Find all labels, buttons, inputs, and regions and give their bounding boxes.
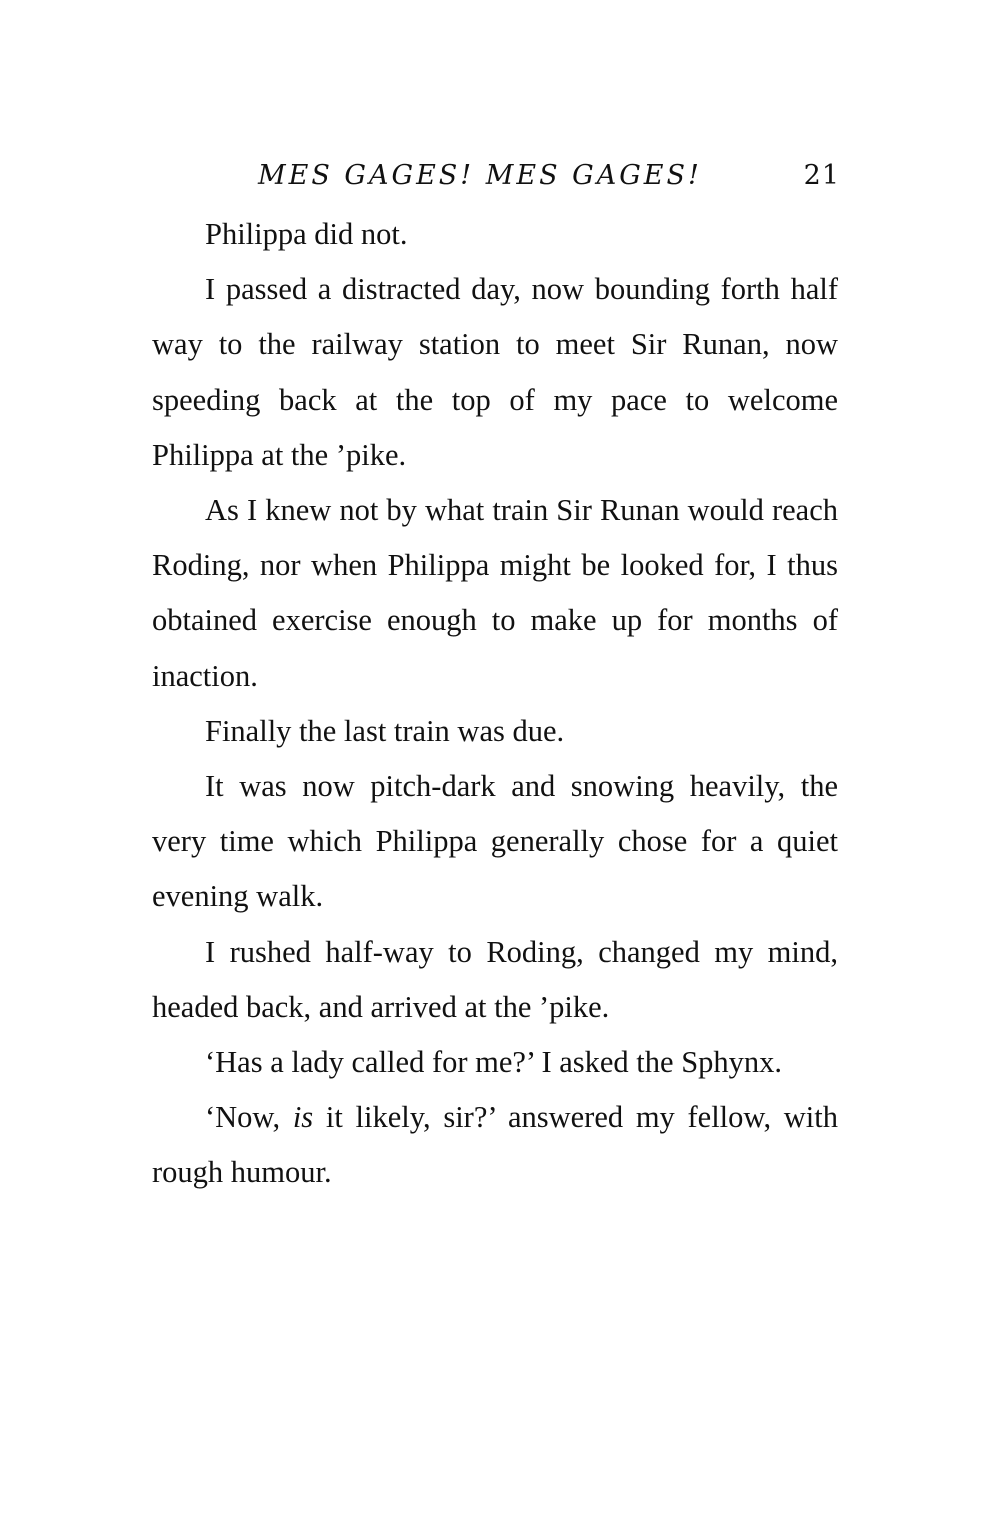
emphasis-text: is — [292, 1100, 314, 1135]
paragraph: It was now pitch-dark and snowing heavily, the very time which Philippa generally chose for a quiet evening walk. — [152, 769, 838, 914]
paragraph: I rushed half-way to Roding, changed my mind, headed back, and arrived at the ’pike. — [152, 934, 838, 1024]
paragraph: Philippa did not. — [205, 217, 408, 251]
paragraph: As I knew not by what train Sir Runan would reach Roding, nor when Philippa might be looked for, I thus obtained exercise enough to make up for months of inaction. — [152, 493, 838, 693]
running-head — [152, 160, 840, 200]
paragraph-text: ‘Now, — [205, 1100, 293, 1135]
paragraph-text: it likely, sir?’ answered my fellow, with rough humour. — [152, 1100, 838, 1190]
page-number: 21 — [803, 160, 840, 191]
paragraph: ‘Has a lady called for me?’ I asked the Sphynx. — [205, 1045, 783, 1080]
running-title: MES GAGES! MES GAGES! — [258, 160, 702, 191]
paragraph-last — [152, 1090, 838, 1200]
body-text — [152, 207, 838, 1201]
paragraph: Finally the last train was due. — [205, 713, 565, 748]
paragraph: I passed a distracted day, now bounding forth half way to the railway station to meet Sir Runan, now speeding back at the top of my pace to welcome Philippa at the ’pike. — [152, 272, 838, 472]
